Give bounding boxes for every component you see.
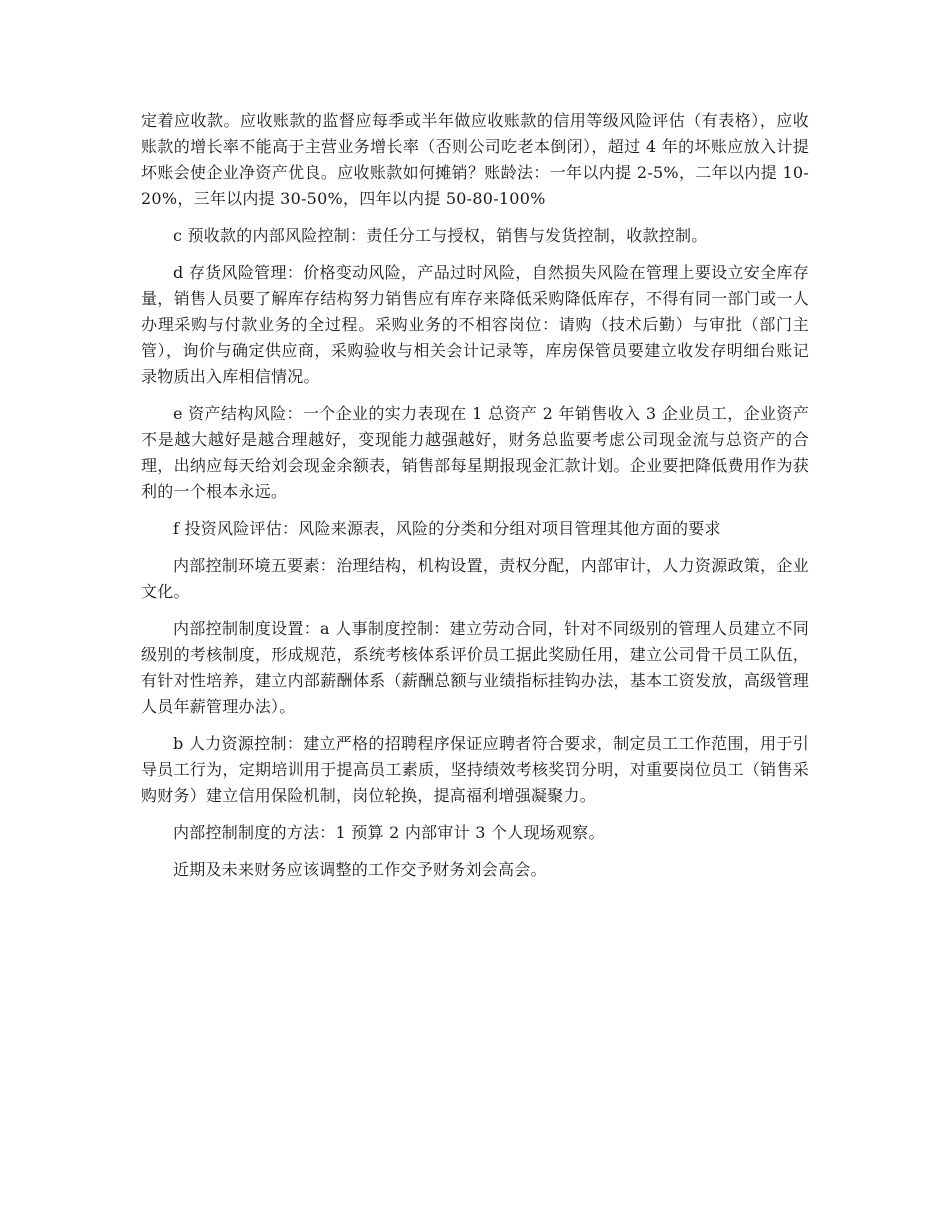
paragraph-control-methods: 内部控制制度的方法：1 预算 2 内部审计 3 个人现场观察。 bbox=[173, 823, 605, 842]
paragraph-control-environment: 内部控制环境五要素：治理结构，机构设置，责权分配，内部审计，人力资源政策，企业文化。 bbox=[141, 556, 809, 601]
paragraph-receivables-continued: 定着应收款。应收账款的监督应每季或半年做应收账款的信用等级风险评估（有表格），应收账款的增长率不能高于主营业务增长率（否则公司吃老本倒闭），超过 4 年的坏账应放入计提坏账会使企业净资产优良。应收账款如何摊销？账龄法：一年以内提 2-5%，二年以内提 10-20%，三年以内提 30-50%，四年以内提 50-80-100% bbox=[141, 111, 809, 208]
paragraph-investment-risk: f 投资风险评估：风险来源表，风险的分类和分组对项目管理其他方面的要求 bbox=[173, 519, 721, 538]
paragraph-future-work: 近期及未来财务应该调整的工作交予财务刘会高会。 bbox=[173, 860, 547, 879]
paragraph-inventory-risk: d 存货风险管理：价格变动风险，产品过时风险，自然损失风险在管理上要设立安全库存量，销售人员要了解库存结构努力销售应有库存来降低采购降低库存，不得有同一部门或一人办理采购与付款业务的全过程。采购业务的不相容岗位：请购（技术后勤）与审批（部门主管），询价与确定供应商，采购验收与相关会计记录等，库房保管员要建立收发存明细台账记录物质出入库相信情况。 bbox=[141, 263, 809, 386]
paragraph-personnel-control: 内部控制制度设置：a 人事制度控制：建立劳动合同，针对不同级别的管理人员建立不同级别的考核制度，形成规范，系统考核体系评价员工据此奖励任用，建立公司骨干员工队伍，有针对性培养，建立内部薪酬体系（薪酬总额与业绩指标挂钩办法，基本工资发放，高级管理人员年薪管理办法）。 bbox=[141, 619, 809, 716]
paragraph-hr-control: b 人力资源控制：建立严格的招聘程序保证应聘者符合要求，制定员工工作范围，用于引导员工行为，定期培训用于提高员工素质，坚持绩效考核奖罚分明，对重要岗位员工（销售采购财务）建立信用保险机制，岗位轮换，提高福利增强凝聚力。 bbox=[141, 734, 809, 805]
document-body bbox=[141, 108, 809, 894]
paragraph-asset-structure-risk: e 资产结构风险：一个企业的实力表现在 1 总资产 2 年销售收入 3 企业员工，企业资产不是越大越好是越合理越好，变现能力越强越好，财务总监要考虑公司现金流与总资产的合理，出纳应每天给刘会现金余额表，销售部每星期报现金汇款计划。企业要把降低费用作为获利的一个根本永远。 bbox=[141, 404, 809, 501]
paragraph-advance-receipts: c 预收款的内部风险控制：责任分工与授权，销售与发货控制，收款控制。 bbox=[173, 226, 708, 245]
